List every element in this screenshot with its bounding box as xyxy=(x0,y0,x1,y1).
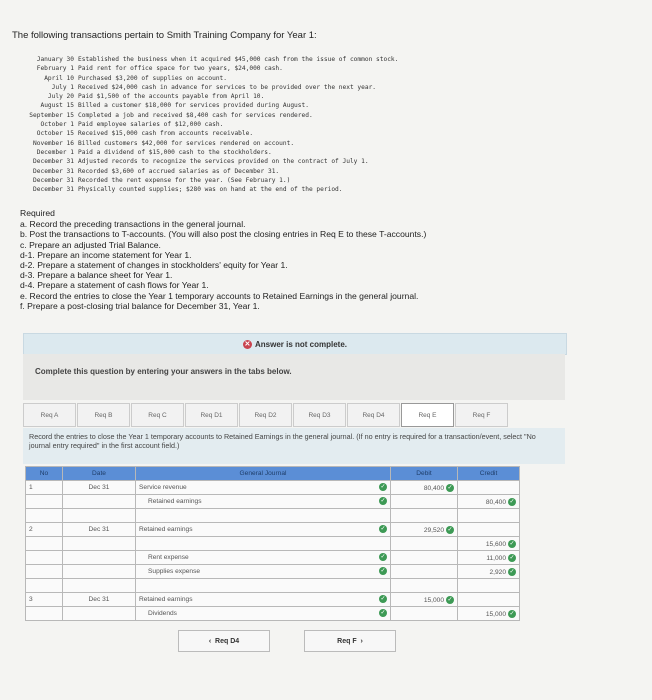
entry-no xyxy=(26,509,63,523)
credit-cell[interactable] xyxy=(458,537,520,551)
complete-message: Complete this question by entering your answers in the tabs below. xyxy=(35,367,292,376)
status-banner xyxy=(23,333,567,355)
column-header: Date xyxy=(63,467,136,481)
entry-no xyxy=(26,551,63,565)
transaction-date: February 1 xyxy=(36,65,74,73)
date-cell[interactable] xyxy=(63,495,136,509)
check-icon: ✓ xyxy=(380,596,386,602)
transaction-date: July 1 xyxy=(51,83,74,91)
transaction-date: September 15 xyxy=(29,111,74,119)
check-icon: ✓ xyxy=(447,526,453,533)
required-item: d-4. Prepare a statement of cash flows for Year 1. xyxy=(20,280,209,291)
date-cell[interactable]: Dec 31 xyxy=(63,523,136,537)
credit-cell[interactable] xyxy=(458,495,520,509)
check-icon: ✓ xyxy=(380,484,386,490)
entry-no xyxy=(26,565,63,579)
check-icon: ✓ xyxy=(509,540,515,547)
next-req-button[interactable]: Req F › xyxy=(304,630,396,652)
credit-cell[interactable] xyxy=(458,509,520,523)
transaction-row xyxy=(0,157,398,166)
required-item: c. Prepare an adjusted Trial Balance. xyxy=(20,239,161,250)
credit-cell[interactable] xyxy=(458,579,520,593)
date-cell[interactable] xyxy=(63,551,136,565)
transaction-desc: Purchased $3,200 of supplies on account. xyxy=(78,74,228,82)
account-name: Retained earnings xyxy=(139,596,193,603)
status-text: Answer is not complete. xyxy=(254,339,348,349)
transaction-desc: Physically counted supplies; $280 was on hand at the end of the period. xyxy=(78,186,343,194)
debit-cell[interactable] xyxy=(391,593,458,607)
transaction-desc: Received $15,000 cash from accounts receivable. xyxy=(78,130,254,138)
entry-no: 2 xyxy=(26,523,63,537)
transaction-row xyxy=(0,64,398,73)
debit-cell[interactable] xyxy=(391,495,458,509)
transaction-row xyxy=(0,92,398,101)
credit-value: 2,920 xyxy=(489,568,506,576)
check-icon: ✓ xyxy=(380,610,386,616)
credit-cell[interactable] xyxy=(458,551,520,565)
transaction-desc: Paid rent for office space for two years, $24,000 cash. xyxy=(78,65,283,73)
account-cell[interactable] xyxy=(136,509,391,523)
debit-value: 29,520 xyxy=(423,526,444,534)
transaction-desc: Paid a dividend of $15,000 cash to the stockholders. xyxy=(78,148,272,156)
column-header: Debit xyxy=(391,467,458,481)
check-icon: ✓ xyxy=(380,554,386,560)
check-icon: ✓ xyxy=(380,526,386,532)
tab-instruction: Record the entries to close the Year 1 temporary accounts to Retained Earnings in the general journal. (If no entry is required for a transaction/event, select "No journal entry required" in the first account field.) xyxy=(23,428,565,464)
tab-req-c[interactable]: Req C xyxy=(131,403,184,427)
transaction-row xyxy=(0,176,398,185)
transaction-date: October 15 xyxy=(36,130,74,138)
credit-value: 15,000 xyxy=(485,610,506,618)
debit-cell[interactable] xyxy=(391,523,458,537)
transaction-date: December 31 xyxy=(33,186,74,194)
transaction-date: December 31 xyxy=(33,167,74,175)
entry-no: 1 xyxy=(26,481,63,495)
account-cell[interactable] xyxy=(136,551,391,565)
check-icon: ✓ xyxy=(509,554,515,561)
account-name: Retained earnings xyxy=(148,498,202,505)
account-cell[interactable] xyxy=(136,481,391,495)
transaction-desc: Adjusted records to recognize the services provided on the contract of July 1. xyxy=(78,158,369,166)
required-item: d-3. Prepare a balance sheet for Year 1. xyxy=(20,270,173,281)
account-cell[interactable] xyxy=(136,579,391,593)
transaction-row xyxy=(0,139,398,148)
entry-no xyxy=(26,537,63,551)
debit-cell[interactable] xyxy=(391,565,458,579)
table-row xyxy=(26,495,520,509)
tab-req-a[interactable]: Req A xyxy=(23,403,76,427)
credit-cell[interactable] xyxy=(458,523,520,537)
transaction-row xyxy=(0,55,398,64)
entry-no xyxy=(26,495,63,509)
account-cell[interactable] xyxy=(136,565,391,579)
transaction-desc: Received $24,000 cash in advance for services to be provided over the next year. xyxy=(78,83,377,91)
check-icon: ✓ xyxy=(509,610,515,617)
transaction-date: October 1 xyxy=(40,121,74,129)
table-row xyxy=(26,579,520,593)
credit-value: 15,600 xyxy=(485,540,506,548)
date-cell[interactable] xyxy=(63,509,136,523)
date-cell[interactable]: Dec 31 xyxy=(63,593,136,607)
transaction-desc: Completed a job and received $8,400 cash for services rendered. xyxy=(78,111,313,119)
transaction-row xyxy=(0,111,398,120)
account-name: Supplies expense xyxy=(148,568,201,575)
transaction-date: July 20 xyxy=(47,93,74,101)
table-row xyxy=(26,593,520,607)
date-cell[interactable] xyxy=(63,607,136,621)
transaction-date: December 31 xyxy=(33,158,74,166)
credit-cell[interactable] xyxy=(458,481,520,495)
check-icon: ✓ xyxy=(380,568,386,574)
tab-req-d3[interactable]: Req D3 xyxy=(293,403,346,427)
account-cell[interactable] xyxy=(136,495,391,509)
journal-table xyxy=(25,466,520,621)
tab-req-f[interactable]: Req F xyxy=(455,403,508,427)
transaction-row xyxy=(0,167,398,176)
debit-cell[interactable] xyxy=(391,481,458,495)
tab-req-e[interactable]: Req E xyxy=(401,403,454,427)
transaction-desc: Paid employee salaries of $12,000 cash. xyxy=(78,121,224,129)
credit-cell[interactable] xyxy=(458,593,520,607)
req-tabs xyxy=(23,403,509,427)
account-cell[interactable] xyxy=(136,593,391,607)
debit-cell[interactable] xyxy=(391,509,458,523)
transaction-row xyxy=(0,83,398,92)
account-cell[interactable] xyxy=(136,537,391,551)
account-cell[interactable] xyxy=(136,523,391,537)
required-item: d-2. Prepare a statement of changes in stockholders' equity for Year 1. xyxy=(20,260,288,271)
transaction-desc: Recorded $3,600 of accrued salaries as of December 31. xyxy=(78,167,280,175)
check-icon: ✓ xyxy=(447,484,453,491)
prev-label: Req D4 xyxy=(215,637,240,645)
account-cell[interactable] xyxy=(136,607,391,621)
transaction-row xyxy=(0,129,398,138)
column-header: Credit xyxy=(458,467,520,481)
credit-cell[interactable] xyxy=(458,565,520,579)
credit-value: 11,000 xyxy=(486,554,506,562)
date-cell[interactable] xyxy=(63,579,136,593)
transaction-date: December 31 xyxy=(33,176,74,184)
transaction-desc: Established the business when it acquired $45,000 cash from the issue of common stock. xyxy=(78,56,399,63)
table-row xyxy=(26,551,520,565)
transaction-date: April 10 xyxy=(44,74,74,82)
transactions-list xyxy=(0,55,398,194)
required-item: e. Record the entries to close the Year 1 temporary accounts to Retained Earnings in the general journal. xyxy=(20,290,419,301)
debit-cell[interactable] xyxy=(391,579,458,593)
transaction-desc: Billed customers $42,000 for services rendered on account. xyxy=(78,139,295,147)
table-row xyxy=(26,509,520,523)
debit-value: 80,400 xyxy=(423,484,444,492)
entry-no: 3 xyxy=(26,593,63,607)
required-item: f. Prepare a post-closing trial balance for December 31, Year 1. xyxy=(20,300,260,311)
transaction-row xyxy=(0,148,398,157)
date-cell[interactable]: Dec 31 xyxy=(63,481,136,495)
tab-req-d1[interactable]: Req D1 xyxy=(185,403,238,427)
account-name: Dividends xyxy=(148,610,177,617)
debit-cell[interactable] xyxy=(391,537,458,551)
check-icon: ✓ xyxy=(509,498,515,505)
credit-cell[interactable] xyxy=(458,607,520,621)
check-icon: ✓ xyxy=(447,596,453,603)
transaction-date: November 16 xyxy=(33,139,74,147)
prev-req-button[interactable]: ‹ Req D4 xyxy=(178,630,270,652)
account-name: Service revenue xyxy=(139,484,187,491)
next-label: Req F xyxy=(337,637,357,645)
transaction-date: December 1 xyxy=(36,148,74,156)
transaction-desc: Billed a customer $18,000 for services provided during August. xyxy=(78,102,309,110)
required-item: d-1. Prepare an income statement for Year 1. xyxy=(20,249,192,260)
date-cell[interactable] xyxy=(63,537,136,551)
credit-value: 80,400 xyxy=(485,498,506,506)
instructions-panel xyxy=(23,354,565,400)
date-cell[interactable] xyxy=(63,565,136,579)
column-header: General Journal xyxy=(136,467,391,481)
required-list xyxy=(20,208,426,311)
transaction-desc: Paid $1,500 of the accounts payable from April 10. xyxy=(78,93,265,101)
intro-text: The following transactions pertain to Smith Training Company for Year 1: xyxy=(12,30,317,41)
transaction-date: August 15 xyxy=(40,102,74,110)
tab-req-b[interactable]: Req B xyxy=(77,403,130,427)
error-icon: ✕ xyxy=(244,340,251,348)
column-header: No xyxy=(26,467,63,481)
check-icon: ✓ xyxy=(380,498,386,504)
entry-no xyxy=(26,579,63,593)
transaction-row xyxy=(0,120,398,129)
required-item: a. Record the preceding transactions in the general journal. xyxy=(20,219,246,230)
tab-req-d2[interactable]: Req D2 xyxy=(239,403,292,427)
table-row xyxy=(26,523,520,537)
debit-cell[interactable] xyxy=(391,607,458,621)
debit-cell[interactable] xyxy=(391,551,458,565)
required-heading: Required xyxy=(20,208,55,218)
table-row xyxy=(26,565,520,579)
required-item: b. Post the transactions to T-accounts. (You will also post the closing entries in Req E to these T-accounts.) xyxy=(20,229,427,240)
debit-value: 15,000 xyxy=(423,596,444,604)
account-name: Rent expense xyxy=(148,554,189,561)
transaction-row xyxy=(0,101,398,110)
check-icon: ✓ xyxy=(509,568,515,575)
table-row xyxy=(26,537,520,551)
transaction-row xyxy=(0,74,398,83)
tab-req-d4[interactable]: Req D4 xyxy=(347,403,400,427)
account-name: Retained earnings xyxy=(139,526,193,533)
transaction-row xyxy=(0,185,398,194)
transaction-desc: Recorded the rent expense for the year. (See February 1.) xyxy=(78,176,291,184)
transaction-date: January 30 xyxy=(36,56,74,63)
table-row xyxy=(26,481,520,495)
table-row xyxy=(26,607,520,621)
entry-no xyxy=(26,607,63,621)
